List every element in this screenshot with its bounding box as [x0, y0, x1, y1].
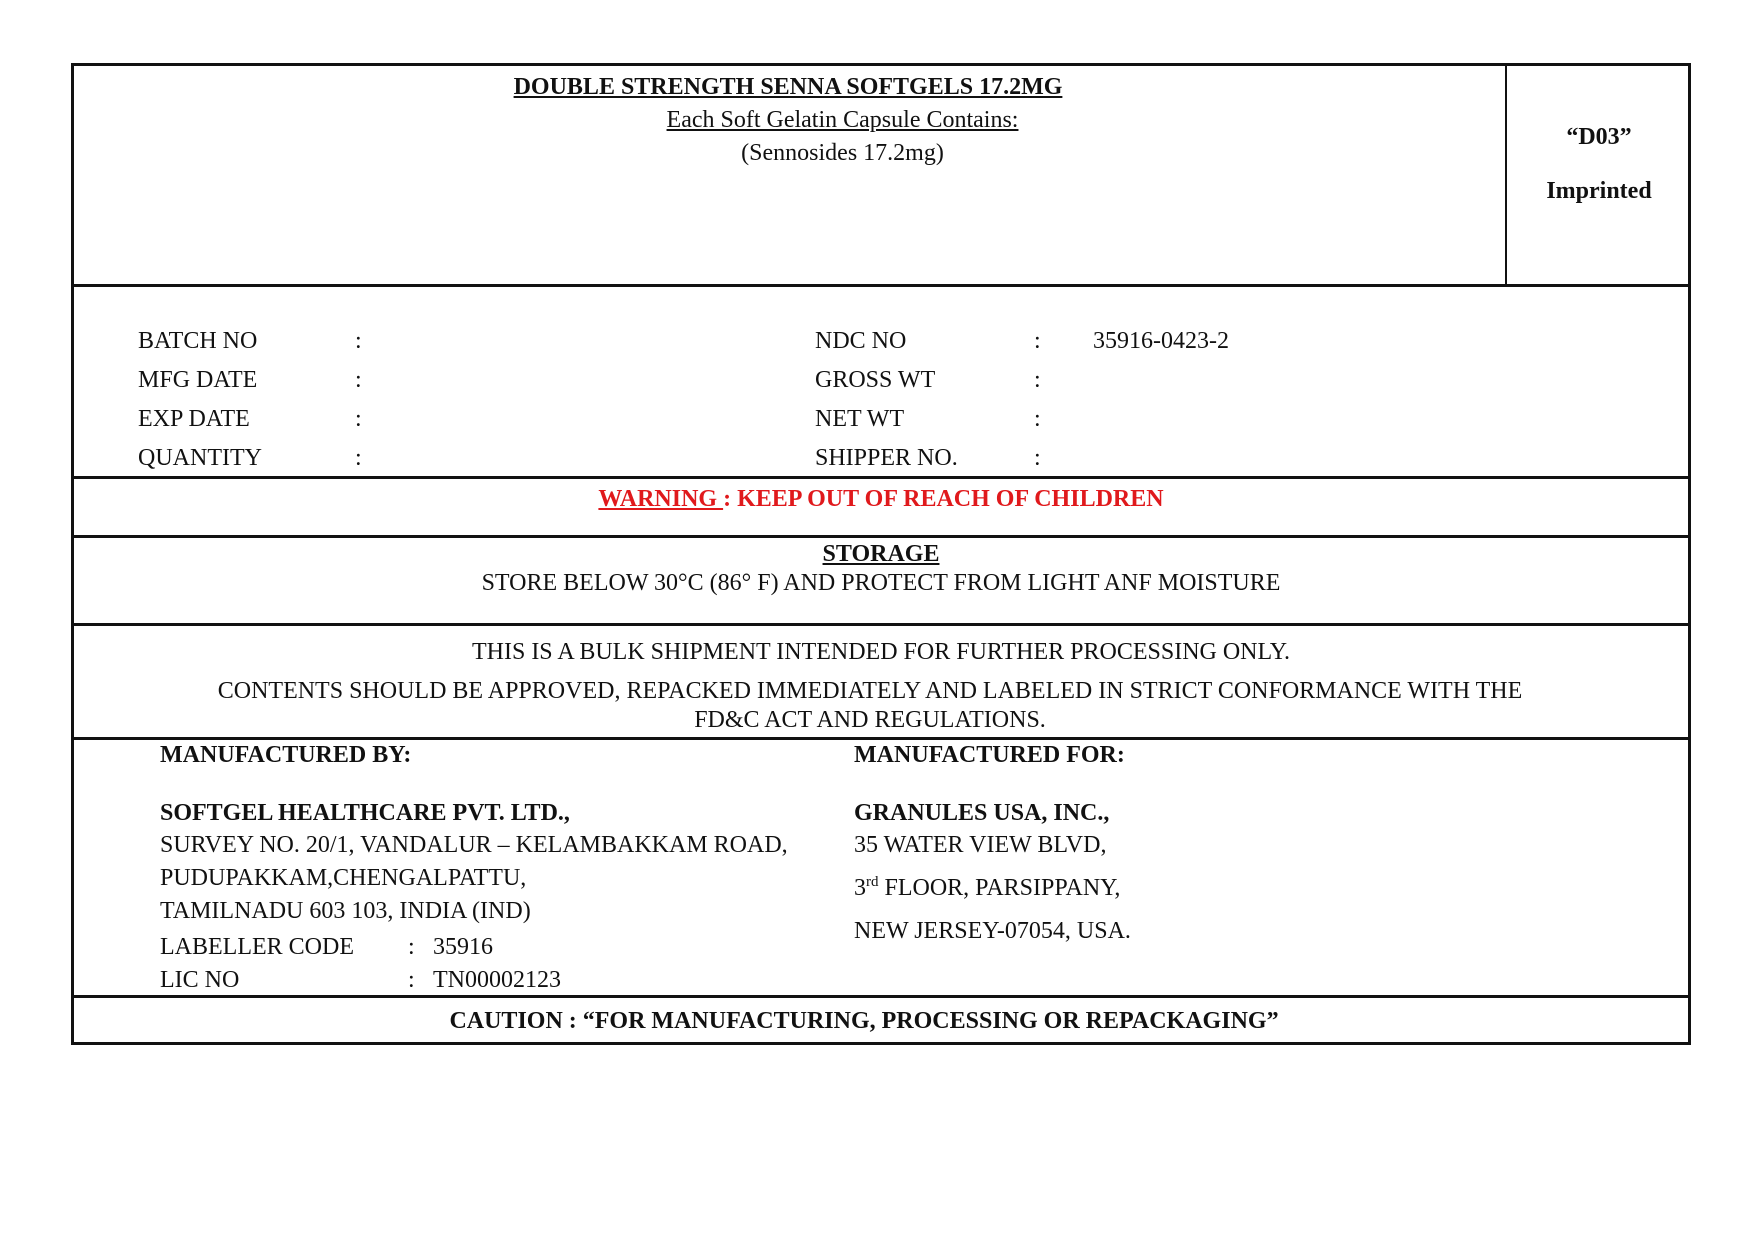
field-sep: : [355, 328, 362, 354]
customer-address-1: 35 WATER VIEW BLVD, [854, 832, 1107, 858]
field-sep: : [1034, 328, 1041, 354]
field-label-exp-date: EXP DATE [138, 406, 250, 432]
field-label-net-wt: NET WT [815, 406, 905, 432]
bulk-line-2: CONTENTS SHOULD BE APPROVED, REPACKED IMMEDIATELY AND LABELED IN STRICT CONFORMANCE WITH THE [217, 678, 1523, 704]
field-label-shipper-no: SHIPPER NO. [815, 445, 958, 471]
contains-line: Each Soft Gelatin Capsule Contains: [666, 107, 1019, 133]
customer-address-3: NEW JERSEY-07054, USA. [854, 918, 1131, 944]
floor-number: 3 [854, 875, 866, 901]
field-sep: : [1034, 445, 1041, 471]
manufacturer-address-3: TAMILNADU 603 103, INDIA (IND) [160, 898, 531, 924]
bulk-line-3: FD&C ACT AND REGULATIONS. [694, 707, 1046, 733]
storage-heading: STORAGE [822, 541, 940, 567]
divider-warning [71, 535, 1691, 538]
field-label-gross-wt: GROSS WT [815, 367, 936, 393]
imprint-label: Imprinted [1546, 178, 1652, 204]
divider-header [71, 284, 1691, 287]
manufactured-for-heading: MANUFACTURED FOR: [854, 742, 1125, 768]
lic-no-label: LIC NO [160, 967, 240, 993]
warning-message: : KEEP OUT OF REACH OF CHILDREN [723, 486, 1164, 512]
labeller-code-value: 35916 [433, 934, 493, 960]
labeller-code-label: LABELLER CODE [160, 934, 354, 960]
warning-word: WARNING [598, 486, 724, 512]
imprint-code: “D03” [1566, 124, 1632, 150]
field-value-ndc-no: 35916-0423-2 [1093, 328, 1229, 354]
manufacturer-address-2: PUDUPAKKAM,CHENGALPATTU, [160, 865, 527, 891]
field-sep: : [1034, 406, 1041, 432]
bulk-line-1: THIS IS A BULK SHIPMENT INTENDED FOR FURTHER PROCESSING ONLY. [471, 639, 1291, 665]
field-sep: : [355, 367, 362, 393]
field-label-mfg-date: MFG DATE [138, 367, 258, 393]
field-sep: : [1034, 367, 1041, 393]
storage-text: STORE BELOW 30°C (86° F) AND PROTECT FROM LIGHT ANF MOISTURE [481, 570, 1281, 596]
divider-fields [71, 476, 1691, 479]
lic-no-value: TN00002123 [433, 967, 561, 993]
manufacturer-company: SOFTGEL HEALTHCARE PVT. LTD., [160, 800, 570, 826]
product-title: DOUBLE STRENGTH SENNA SOFTGELS 17.2MG [513, 74, 1063, 100]
floor-ordinal: rd [866, 874, 879, 890]
divider-storage [71, 623, 1691, 626]
divider-bulk [71, 737, 1691, 740]
customer-address-2 [854, 874, 1120, 902]
field-label-ndc-no: NDC NO [815, 328, 907, 354]
warning-text [71, 485, 1691, 513]
divider-imprint [1505, 63, 1507, 286]
customer-company: GRANULES USA, INC., [854, 800, 1110, 826]
field-sep: : [355, 406, 362, 432]
field-sep: : [355, 445, 362, 471]
manufacturer-address-1: SURVEY NO. 20/1, VANDALUR – KELAMBAKKAM ROAD, [160, 832, 788, 858]
field-label-quantity: QUANTITY [138, 445, 262, 471]
field-label-batch-no: BATCH NO [138, 328, 258, 354]
divider-manufacturer [71, 995, 1691, 998]
manufactured-by-heading: MANUFACTURED BY: [160, 742, 412, 768]
field-sep: : [408, 967, 415, 993]
field-sep: : [408, 934, 415, 960]
floor-rest: FLOOR, PARSIPPANY, [878, 875, 1121, 901]
caution-text: CAUTION : “FOR MANUFACTURING, PROCESSING OR REPACKAGING” [449, 1008, 1279, 1034]
ingredient-line: (Sennosides 17.2mg) [741, 140, 944, 166]
